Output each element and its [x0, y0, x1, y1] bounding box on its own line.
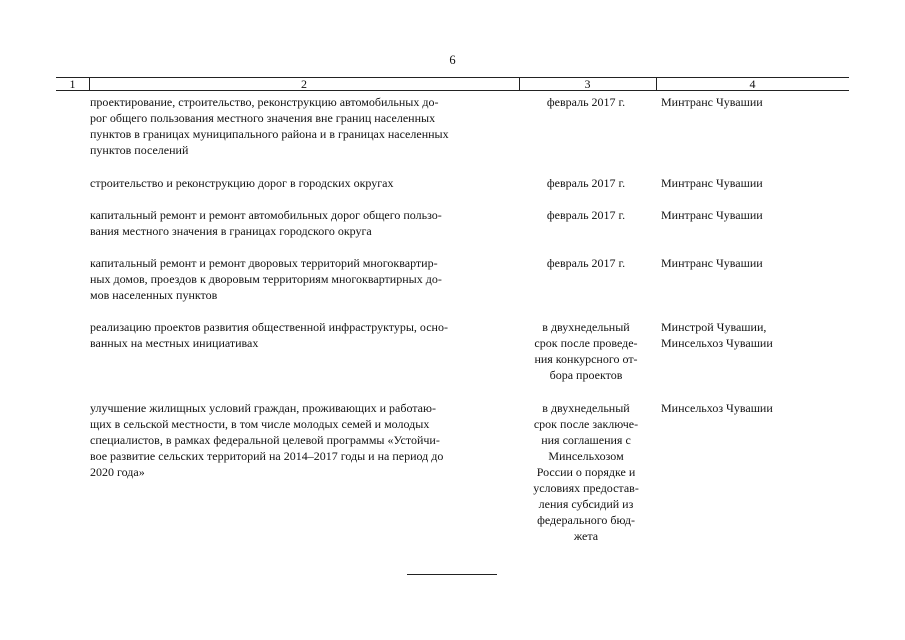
responsible-cell: Минтранс Чувашии: [661, 208, 763, 222]
activity-cell: капитальный ремонт и ремонт автомобильных дорог общего пользо- вания местного значения в границах городского округа: [90, 208, 442, 238]
activity-cell: капитальный ремонт и ремонт дворовых территорий многоквартир- ных домов, проездов к дворовым территориям многоквартирных до- мов населенных пунктов: [90, 256, 442, 302]
deadline-cell: февраль 2017 г.: [546, 95, 626, 109]
activity-cell: реализацию проектов развития общественной инфраструктуры, осно- ванных на местных инициативах: [90, 320, 448, 350]
activity-cell: проектирование, строительство, реконструкцию автомобильных до- рог общего пользования местного значения вне границ населенных пунктов в границах муниципального района и в границах населенных пунктов поселений: [90, 95, 449, 157]
responsible-cell: Минсельхоз Чувашии: [661, 401, 773, 415]
deadline-cell: в двухнедельный срок после проведе- ния конкурсного от- бора проектов: [534, 320, 638, 382]
activity-cell: строительство и реконструкцию дорог в городских округах: [90, 176, 394, 190]
header-col-4: 4: [749, 77, 756, 91]
header-col-3: 3: [584, 77, 591, 91]
activity-cell: улучшение жилищных условий граждан, проживающих и работаю- щих в сельской местности, в том числе молодых семей и молодых специалистов, в рамках федеральной целевой программы «Устойчи- вое развитие сельских территорий на 2014–2017 годы и на период до 2020 года»: [90, 401, 444, 479]
deadline-cell: февраль 2017 г.: [546, 176, 626, 190]
closing-rule: [407, 574, 497, 575]
responsible-cell: Минтранс Чувашии: [661, 95, 763, 109]
responsible-cell: Минтранс Чувашии: [661, 176, 763, 190]
deadline-cell: февраль 2017 г.: [546, 208, 626, 222]
header-col-2: 2: [301, 77, 307, 91]
page-number: 6: [449, 53, 456, 67]
responsible-cell: Минстрой Чувашии, Минсельхоз Чувашии: [661, 320, 773, 350]
header-bottom-rule: [56, 90, 849, 91]
responsible-cell: Минтранс Чувашии: [661, 256, 763, 270]
deadline-cell: февраль 2017 г.: [546, 256, 626, 270]
deadline-cell: в двухнедельный срок после заключе- ния соглашения с Минсельхозом России о порядке и условиях предостав- ления субсидий из федерального бюд- жета: [533, 401, 639, 543]
header-col-1: 1: [69, 77, 76, 91]
